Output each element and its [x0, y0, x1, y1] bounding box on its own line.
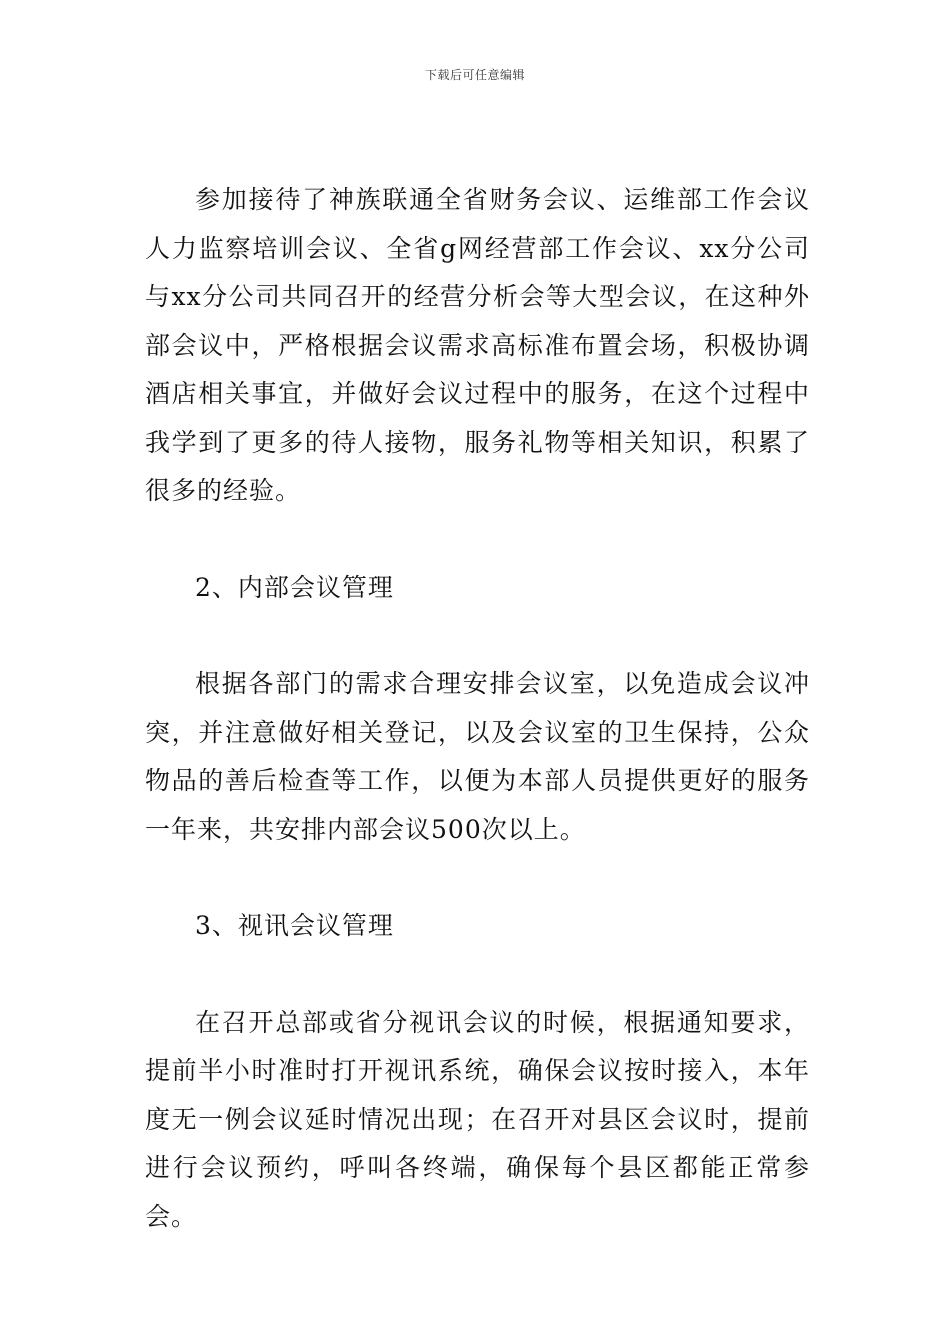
spacer: [145, 854, 810, 902]
page-header-note: 下载后可任意编辑: [424, 68, 525, 82]
paragraph-external-meetings: 参加接待了神族联通全省财务会议、运维部工作会议人力监察培训会议、全省g网经营部工作会议、xx分公司与xx分公司共同召开的经营分析会等大型会议，在这种外部会议中，严格根据会议需求高标准布置会场，积极协调酒店相关事宜，并做好会议过程中的服务，在这个过程中我学到了更多的待人接物，服务礼物等相关知识，积累了很多的经验。: [145, 185, 810, 505]
document-body: [145, 176, 810, 1241]
section-heading-video-meetings: 3、视讯会议管理: [195, 911, 394, 940]
spacer: [145, 951, 810, 999]
spacer: [145, 612, 810, 660]
paragraph-internal-meetings: 根据各部门的需求合理安排会议室，以免造成会议冲突，并注意做好相关登记，以及会议室的卫生保持，公众物品的善后检查等工作，以便为本部人员提供更好的服务一年来，共安排内部会议500次以上。: [145, 669, 810, 844]
paragraph-video-meetings: 在召开总部或省分视讯会议的时候，根据通知要求，提前半小时准时打开视讯系统，确保会议按时接入，本年度无一例会议延时情况出现；在召开对县区会议时，提前进行会议预约，呼叫各终端，确保每个县区都能正常参会。: [145, 1007, 810, 1231]
spacer: [145, 516, 810, 564]
section-heading-internal-meetings: 2、内部会议管理: [195, 572, 394, 602]
